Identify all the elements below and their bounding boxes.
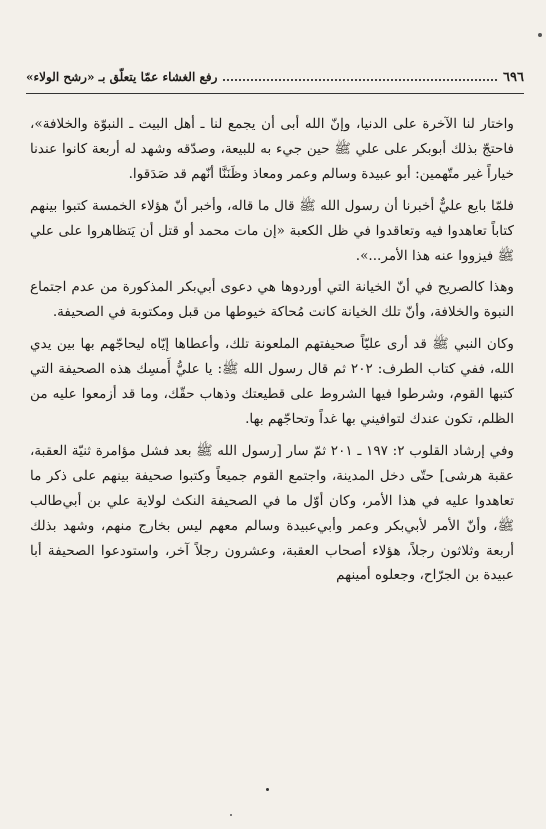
paragraph-2: فلمّا بايع عليٌّ أخبرنا أن رسول الله ﷺ قال ما قاله، وأخبر أنّ هؤلاء الخمسة كتبوا بينهم كتاباً تعاهدوا فيه وتعاقدوا في ظل الكعبة «إن مات محمد أو قتل أن يَتظاهروا على علي ﷺ فيزووا عنه هذا الأمر...».: [30, 197, 514, 264]
page-body: [30, 112, 514, 595]
page-header: [26, 70, 524, 92]
paragraph-3: وهذا كالصريح في أنّ الخيانة التي أوردوها هي دعوى أبي‌بكر المذكورة من عدم اجتماع النبوة والخلافة، وأنّ تلك الخيانة كانت مُحاكة خيوطها من قبل ومكتوبة في الصحيفة.: [30, 279, 514, 321]
page-corner-mark: [538, 33, 542, 37]
paragraph-5: وفي إرشاد القلوب ٢: ١٩٧ ـ ٢٠١ ثمّ سار [رسول الله ﷺ بعد فشل مؤامرة ثنيّة العقبة، عقبة هرشى] حتّى دخل المدينة، واجتمع القوم جميعاً وكتبوا صحيفة بينهم على ذكر ما تعاهدوا عليه في هذا الأمر، وكان أوّل ما في الصحيفة النكث لولاية علي بن أبي‌طالب ﷺ، وأنّ الأمر لأبي‌بكر وعمر وأبي‌عبيدة وسالم معهم ليس بخارج منهم، وشهد بذلك أربعة وثلاثون رجلاً، هؤلاء أصحاب العقبة، وعشرون رجلاً آخر، واستودعوا الصحيفة أبا عبيدة بن الجرّاح، وجعلوه أمينهم: [30, 442, 515, 584]
header-dot-leader: [223, 71, 497, 81]
paragraph-4: وكان النبي ﷺ قد أرى عليّاً صحيفتهم الملعونة تلك، وأعطاها إيّاه ليحاجّهم بها بين يدي الله، ففي كتاب الطرف: ٢٠٢ ثم قال رسول الله ﷺ: يا عليُّ أَمسِك هذه الصحيفة التي كتبها القوم، وشرطوا فيها الشروط على قطيعتك وذهاب حقّك، وما قد أزمعوا عليه من الظلم، تكون عندك لتوافيني بها غداً وتحاجّهم بها.: [30, 336, 514, 427]
page-number: ٦٩٦: [503, 70, 524, 85]
paragraph-1: واختار لنا الآخرة على الدنيا، وإنّ الله أبى أن يجمع لنا ـ أهل البيت ـ النبوّة والخلافة»، فاحتجّ بذلك أبوبكر على علي ﷺ حين جيء به للبيعة، وصدّقه وشهد له أربعة كانوا عندنا خياراً غير متّهمين: أبو عبيدة وسالم وعمر ومعاذ وظَنَنَّا أنّهم قد صَدَقوا.: [30, 116, 514, 182]
running-title: رفع الغشاء عمّا يتعلّق بـ «رشح الولاء»: [26, 70, 218, 84]
page-speck: [266, 788, 269, 791]
page-speck: [230, 814, 232, 816]
header-rule: [26, 93, 524, 94]
